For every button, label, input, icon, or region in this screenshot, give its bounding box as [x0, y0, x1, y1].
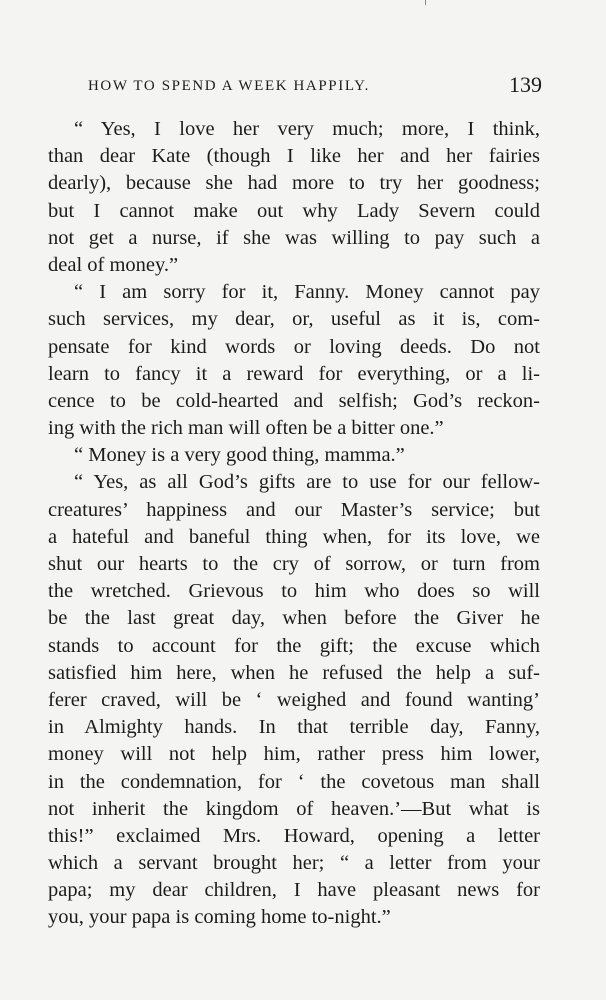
text-line: the wretched. Grievous to him who does so will — [48, 580, 540, 603]
text-line: which a servant brought her; “ a letter from your — [48, 852, 540, 875]
text-line: “ I am sorry for it, Fanny. Money cannot pay — [74, 281, 540, 304]
text-line: pensate for kind words or loving deeds. Do not — [48, 335, 540, 358]
text-line: money will not help him, rather press him lower, — [48, 743, 540, 766]
text-line: “ Yes, I love her very much; more, I think, — [74, 118, 540, 140]
scan-mark — [425, 0, 426, 5]
text-line: not inherit the kingdom of heaven.’—But what is — [48, 797, 540, 820]
text-line: a hateful and baneful thing when, for its love, we — [48, 525, 540, 548]
text-line: but I cannot make out why Lady Severn could — [48, 199, 540, 222]
text-line: be the last great day, when before the Giver he — [48, 607, 540, 630]
text-line: shut our hearts to the cry of sorrow, or turn from — [48, 553, 540, 575]
text-line: you, your papa is coming home to-night.” — [48, 906, 391, 929]
running-title: HOW TO SPEND A WEEK HAPPILY. — [88, 78, 370, 94]
text-line: “ Yes, as all God’s gifts are to use for our fellow- — [74, 471, 540, 494]
page-header — [48, 72, 542, 102]
text-line: than dear Kate (though I like her and her fairies — [48, 145, 540, 168]
text-line: stands to account for the gift; the excuse which — [48, 634, 540, 657]
text-line: such services, my dear, or, useful as it is, com- — [48, 308, 540, 331]
text-line: ferer craved, will be ‘ weighed and found wanting’ — [48, 688, 540, 711]
text-line: not get a nurse, if she was willing to pay such a — [48, 226, 540, 249]
text-line: learn to fancy it a reward for everything, or a li- — [48, 362, 540, 385]
text-line: this!” exclaimed Mrs. Howard, opening a letter — [48, 824, 540, 847]
text-line: ing with the rich man will often be a bitter one.” — [48, 417, 444, 440]
text-line: “ Money is a very good thing, mamma.” — [74, 444, 405, 467]
text-line: cence to be cold-hearted and selfish; God’s reckon- — [48, 389, 540, 412]
text-line: deal of money.” — [48, 253, 179, 276]
body-text — [48, 116, 540, 932]
text-line: in the condemnation, for ‘ the covetous man shall — [48, 770, 540, 793]
text-line: papa; my dear children, I have pleasant news for — [48, 879, 540, 902]
text-line: dearly), because she had more to try her goodness; — [48, 172, 540, 195]
text-line: in Almighty hands. In that terrible day, Fanny, — [48, 716, 540, 739]
text-line: satisfied him here, when he refused the help a suf- — [48, 661, 540, 684]
page-number: 139 — [509, 72, 542, 97]
text-line: creatures’ happiness and our Master’s service; but — [48, 498, 540, 521]
